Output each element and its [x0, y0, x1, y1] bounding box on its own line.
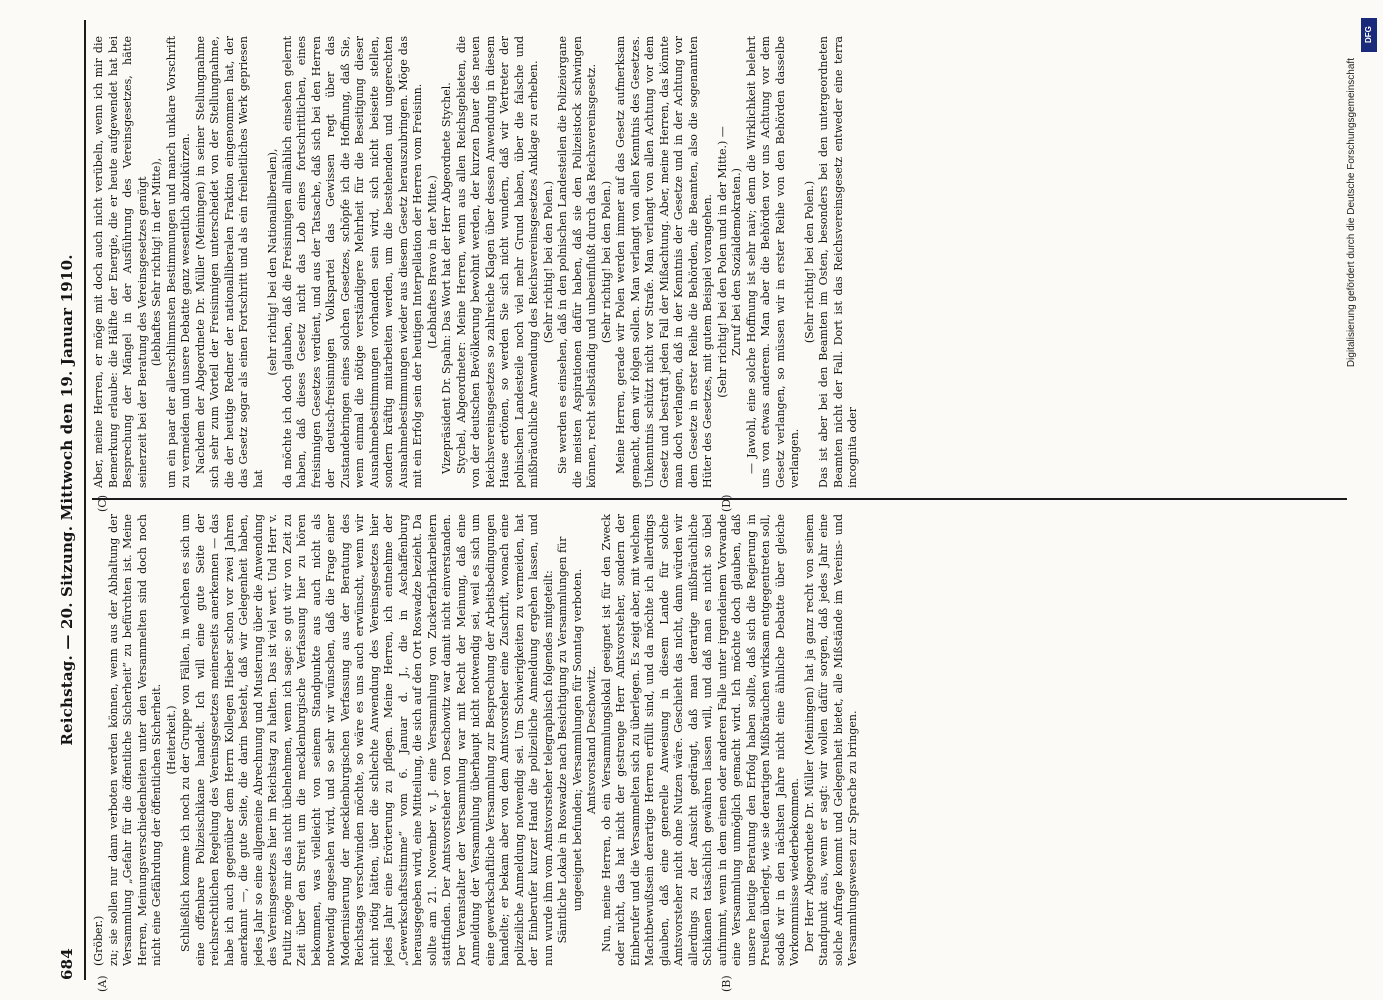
header-rule — [84, 20, 86, 980]
page-header — [58, 0, 80, 1000]
paragraph: Sämtliche Lokale in Roswadze nach Besichtigung zu Versammlungen für ungeeignet befunden; Versammlungen für Sonntag verboten. — [556, 536, 584, 944]
sidebar — [1346, 18, 1375, 378]
margin-mark-b: (B) — [720, 975, 733, 992]
paragraph: zu; sie sollen nur dann verboten werden können, wenn aus der Abhaltung der Versammlung „Gefahr für die öffentliche Sicherheit“ zu befürchten ist. Meine Herren, Meinungsverschiedenheiten unter den Versammelten sind doch noch nicht eine Gefährdung der öffentlichen Sicherheit. — [106, 514, 163, 966]
paragraph: Zuruf bei den Sozialdemokraten.) — [730, 168, 743, 356]
paragraph: (Sehr richtig! bei den Polen.) — [541, 180, 555, 344]
paragraph: (lebhaftes Sehr richtig! in der Mitte), — [150, 157, 163, 367]
paragraph: Aber, meine Herren, er möge mit doch auch nicht verübeln, wenn ich mir die Bemerkung erlaube: die Hälfte der Energie, die er heute aufgewendet hat bei Besprechung der Mängel in der Ausführung des Vereinsgesetzes, hätte seinerzeit bei der Beratung des Vereinsgesetzes genügt — [92, 36, 149, 488]
right-column — [92, 36, 1347, 488]
paragraph: Amtsvorstand Deschowitz. — [585, 665, 598, 815]
paragraph: um ein paar der allerschlimmsten Bestimmungen und manch unklare Vorschrift zu vermeiden und unsere Debatte ganz wesentlich abzukürzen. — [164, 36, 192, 488]
paragraph: Der Herr Abgeordnete Dr. Müller (Meiningen) hat ja ganz recht von seinem Standpunkt aus, wenn er sagt: wir wollen dafür sorgen, daß jedes Jahr eine solche Anfrage kommt und Gelegenheit bietet, alle Mißstände im Vereins- und Versammlungswesen zur Sprache zu bringen. — [802, 514, 859, 966]
margin-mark-d: (D) — [720, 494, 733, 512]
left-column — [92, 514, 1347, 966]
paragraph: Schließlich komme ich noch zu der Gruppe von Fällen, in welchen es sich um eine offenbare Polizeischikane handelt. Ich will eine gute Seite der reichsrechtlichen Regelung des Vereinsgesetzes meinerseits anerkennen — das habe ich auch gegenüber dem Herrn Kollegen Hieber schon vor zwei Jahren anerkannt —, die gute Seite, die darin besteht, daß wir Gelegenheit haben, jedes Jahr so eine allgemeine Abrechnung und Musterung über die Anwendung des Vereinsgesetzes hier im Reichstag zu halten. Das ist viel wert. Und Herr v. Putlitz möge mir das nicht übelnehmen, wenn ich sage: so gut wir von Zeit zu Zeit über den Streit um die mecklenburgische Verfassung hier zu hören bekommen, was vielleicht von seinem Standpunkte aus auch nicht als notwendig angesehen wird, und so sehr wir wünschen, daß die Frage einer Modernisierung der mecklenburgischen Verfassung aus der Beratung des Reichstags verschwinden möchte, so wäre es uns auch erwünscht, wenn wir nicht nötig hätten, über die schlechte Anwendung des Vereinsgesetzes hier jedes Jahr eine Erörterung zu pflegen. Meine Herren, ich entnehme der „Gewerkschaftsstimme“ vom 6. Januar d. J., die in Aschaffenburg herausgegeben wird, eine Mitteilung, die sich auf den Ort Roswadze bezieht. Da sollte am 21. November v. J. eine Versammlung von Zuckerfabrikarbeitern stattfinden. Der Amtsvorsteher von Deschowitz war damit nicht einverstanden. Der Veranstalter der Versammlung war mit Recht der Meinung, daß eine Anmeldung der Versammlung überhaupt nicht notwendig sei, weil es sich um eine gewerkschaftliche Versammlung zur Besprechung der Arbeitsbedingungen handelte; er bekam aber von dem Amtsvorsteher eine Zuschrift, wonach eine polizeiliche Anmeldung notwendig sei. Um Schwierigkeiten zu vermeiden, hat der Einberufer kurzer Hand die polizeiliche Anmeldung ergehen lassen, und nun wurde ihm vom Amtsvorsteher telegraphisch folgendes mitgeteilt: — [179, 514, 555, 966]
paragraph: Sie werden es einsehen, daß in den polnischen Landesteilen die Polizeiorgane die meisten Aspirationen dafür haben, daß sie den Polizeistock schwingen können, recht selbständig und unbeeinflußt durch das Reichsvereinsgesetz. — [556, 36, 598, 488]
dfg-logo: DFG — [1361, 18, 1377, 52]
paragraph: Nun, meine Herren, ob ein Versammlungslokal geeignet ist für den Zweck oder nicht, das hat nicht der gestrenge Herr Amtsvorsteher, sondern der Einberufer und die Versammelten sich zu überlegen. Es zeigt aber, mit welchem Machtbewußtsein derartige Herren erfüllt sind, und da möchte ich allerdings glauben, daß eine generelle Anweisung in diesem Lande für solche Amtsvorsteher nicht ohne Nutzen wäre. Geschieht das nicht, dann würden wir allerdings zu der Ansicht gedrängt, daß man derartige mißbräuchliche Schikanen tatsächlich gewähren lassen will, und daß man es nicht so übel aufnimmt, wenn in dem einen oder anderen Falle unter irgendeinem Vorwande eine Versammlung unmöglich gemacht wird. Ich möchte doch glauben, daß unsere heutige Beratung den Erfolg haben sollte, daß sich die Regierung in Preußen überlegt, wie sie derartigen Mißbräuchen wirksam entgegentreten soll, sodaß wir in den nächsten Jahre nicht eine ähnliche Debatte über gleiche Vorkommnisse wiederbekommen. — [599, 514, 801, 966]
paragraph: (Sehr richtig! bei den Polen.) — [599, 180, 613, 344]
paragraph: (Sehr richtig! bei den Polen.) — [802, 180, 816, 344]
paragraph: Nachdem der Abgeordnete Dr. Müller (Meiningen) in seiner Stellungnahme sich sehr zum Vorteil der Freisinnigen unterscheidet von der Stellungnahme, die der heutige Redner der nationalliberalen Fraktion eingenommen hat, der das Gesetz sogar als einen Fortschritt und als ein freiheitliches Werk gepriesen hat — [193, 36, 265, 488]
paragraph: Vizepräsident Dr. Spahn: Das Wort hat der Herr Abgeordnete Stychel. — [440, 82, 453, 474]
page-title: Reichstag. — 20. Sitzung. Mittwoch den 19. Januar 1910. — [58, 254, 76, 746]
paragraph: (Heiterkeit.) — [164, 705, 178, 775]
paragraph: (sehr richtig! bei den Nationalliberalen), — [266, 148, 279, 376]
margin-mark-c: (C) — [96, 495, 109, 512]
paragraph: da möchte ich doch glauben, daß die Freisinnigen allmählich einsehen gelernt haben, daß dieses Gesetz nicht das Lob eines fortschrittlichen, eines freisinnigen Gesetzes verdient, und aus der Tatsache, daß sich bei den Herren der deutsch-freisinnigen Volkspartei das Gewissen regt über das Zustandebringen eines solchen Gesetzes, schöpfe ich die Hoffnung, daß Sie, wenn einmal die nötige verständigere Mehrheit für die Beseitigung dieser Ausnahmebestimmungen vorhanden sein wird, sich nicht beiseite stellen, sondern kräftig mitarbeiten werden, um die bestehenden und ungerechten Ausnahmebestimmungen wieder aus diesem Gesetz herauszubringen. Möge das mit ein Erfolg sein der heutigen Interpellation der Herren vom Freisinn. — [280, 36, 424, 488]
page-number: 684 — [58, 948, 76, 980]
paragraph: — Jawohl, eine solche Hoffnung ist sehr naiv; denn die Wirklichkeit belehrt uns von etwas anderem. Man aber die Behörden vor uns Achtung vor dem Gesetz verlangen, so müssen wir in erster Reihe von den Behörden dasselbe verlangen. — [744, 36, 801, 488]
paragraph: (Gröber.) — [92, 915, 105, 966]
paragraph: (Sehr richtig! bei den Polen und in der Mitte.) — — [715, 126, 729, 398]
margin-mark-a: (A) — [96, 975, 109, 992]
paragraph: Meine Herren, gerade wir Polen werden immer auf das Gesetz aufmerksam gemacht, dem wir folgen sollen. Man verlangt von allen Kenntnis des Gesetzes. Unkenntnis schützt nicht vor Strafe. Man verlangt von allen Achtung vor dem Gesetz und bestraft jeden Fall der Mißachtung. Aber, meine Herren, das könnte man doch verlangen, daß in der Kenntnis der Gesetze und in der Achtung vor dem Gesetze in erster Reihe die Behörden, die Beamten, also die sogenannten Hüter des Gesetzes, mit gutem Beispiel vorangehen. — [614, 36, 714, 488]
paragraph: (Lebhaftes Bravo in der Mitte.) — [425, 175, 439, 349]
paragraph: Stychel, Abgeordneter: Meine Herren, wenn aus allen Reichsgebieten, die von der deutschen Bevölkerung bewohnt werden, der kurzen Dauer des neuen Reichsvereinsgesetzes so zahlreiche Klagen über dessen Anwendung in diesem Hause ertönen, so werden Sie sich nicht wundern, daß wir Vertreter der polnischen Landesteile noch viel mehr Grund haben, über die falsche und mißbräuchliche Anwendung des Reichsvereinsgesetzes Anklage zu erheben. — [454, 36, 540, 488]
digitization-credit: Digitalisierung gefördert durch die Deutsche Forschungsgemeinschaft — [1346, 58, 1357, 368]
paragraph: Das ist aber bei den Beamten im Osten, besonders bei den untergeordneten Beamten nicht der Fall. Dort ist das Reichsvereinsgesetz entweder eine terra incognita oder — [817, 36, 859, 488]
